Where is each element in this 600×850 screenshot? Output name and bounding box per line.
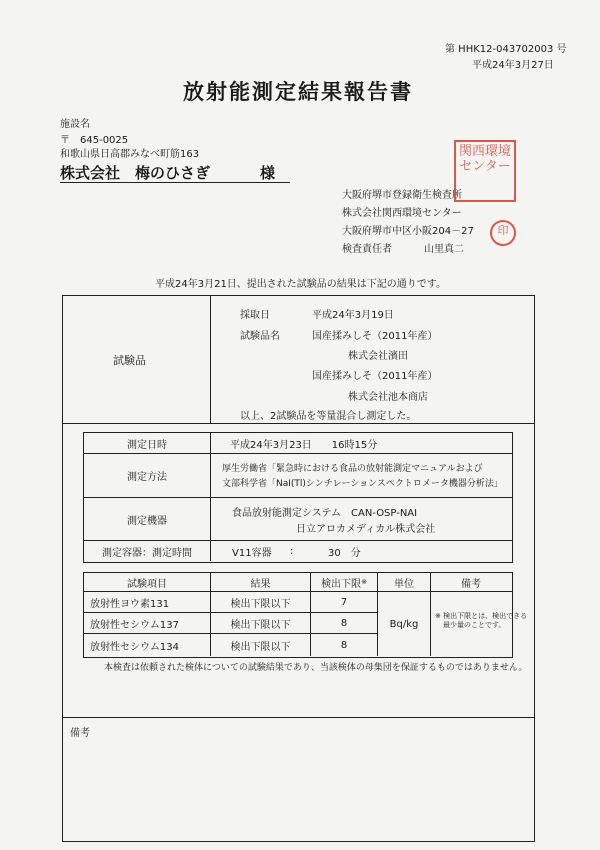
notes-label: 備考: [70, 728, 90, 739]
measurement-device-line1: 食品放射能測定システム CAN-OSP-NAI: [232, 508, 418, 519]
measurement-colon: :: [290, 545, 294, 557]
issuer-company: 株式会社関西環境センター: [342, 208, 462, 219]
measurement-method-label: 測定方法: [127, 472, 167, 483]
result-limit-1: 7: [340, 596, 348, 608]
sample-name-label: 試験品名: [240, 331, 280, 342]
measurement-date-label: 測定日時: [127, 439, 167, 451]
sample-item-2: 国産揉みしそ（2011年産）: [312, 371, 438, 382]
sampling-date: 平成24年3月19日: [312, 310, 394, 321]
results-header-result: 結果: [250, 578, 271, 590]
sample-item-1: 国産揉みしそ（2011年産）: [312, 331, 438, 342]
result-limit-2: 8: [340, 617, 348, 629]
inspector-label: 検査責任者: [342, 244, 392, 255]
company-seal: [454, 140, 516, 202]
inspector-seal-text: 印: [497, 224, 509, 237]
result-value-3: 検出下限以下: [230, 641, 291, 653]
document-title: 放射能測定結果報告書: [183, 80, 413, 104]
recipient-honorific: 様: [260, 164, 276, 182]
result-item-1: 放射性ヨウ素131: [90, 598, 170, 610]
measurement-method-line1: 厚生労働省「緊急時における食品の放射能測定マニュアルおよび: [222, 464, 483, 474]
result-unit: Bq/kg: [389, 618, 419, 630]
notes-top-line: [62, 717, 534, 718]
result-remark-line1: ※ 検出下限とは、検出できる: [435, 612, 528, 620]
intro-text: 平成24年3月21日、提出された試験品の結果は下記の通りです。: [155, 279, 447, 290]
issuer-registration: 大阪府堺市登録衛生検査所: [342, 190, 462, 201]
recipient-company: 株式会社 梅のひさぎ: [60, 164, 211, 182]
issuer-address: 大阪府堺市中区小阪204－27: [342, 226, 474, 237]
main-frame: [62, 295, 535, 842]
results-header-unit: 単位: [394, 578, 414, 590]
company-seal-text: 関西環境センター: [458, 144, 511, 174]
results-header-limit: [311, 573, 377, 591]
result-item-2: 放射性セシウム137: [90, 619, 179, 631]
measurement-date-value: 平成24年3月23日 16時15分: [230, 439, 378, 451]
inspector-seal: [490, 220, 516, 246]
sample-maker-1: 株式会社濱田: [348, 351, 408, 362]
result-value-2: 検出下限以下: [230, 619, 291, 631]
result-item-3: 放射性セシウム134: [90, 641, 179, 653]
document-date: 平成24年3月27日: [472, 60, 554, 71]
recipient-name-line: [60, 160, 290, 183]
postal-code: 〒 645-0025: [60, 135, 129, 146]
recipient-address: 和歌山県日高郡みなべ町筋163: [60, 149, 200, 160]
measurement-method-line2: 文部科学省「NaI(Tl)シンチレーションスペクトロメータ機器分析法」: [222, 479, 503, 489]
measurement-container-value: V11容器: [232, 547, 272, 559]
sampling-date-label: 採取日: [240, 310, 270, 321]
measurement-container-label: 測定容器：測定時間: [102, 547, 192, 559]
inspector-name: 山里真二: [424, 244, 464, 255]
measurement-device-label: 測定機器: [127, 515, 167, 527]
results-header-limit-mark: ※: [361, 578, 367, 586]
results-header-remark: 備考: [461, 578, 481, 590]
results-header-limit-text: 検出下限: [321, 578, 362, 590]
results-header-item: 試験項目: [127, 578, 167, 590]
result-remark-line2: 最少量のことです。: [443, 621, 506, 629]
sample-note: 以上、2試験品を等量混合し測定した。: [240, 411, 417, 422]
result-limit-3: 8: [340, 639, 348, 651]
disclaimer-text: 本検査は依頼された検体についての試験結果であり、当該検体の母集団を保証するものではありません。: [104, 663, 528, 673]
measurement-time-value: 30 分: [328, 547, 361, 559]
document-number: 第 HHK12-043702003 号: [445, 44, 567, 55]
sample-label: 試験品: [113, 354, 146, 367]
measurement-device-line2: 日立アロカメディカル株式会社: [296, 524, 436, 535]
result-value-1: 検出下限以下: [230, 598, 291, 610]
sample-maker-2: 株式会社池本商店: [348, 392, 428, 403]
facility-label: 施設名: [60, 119, 90, 130]
sample-bottom-line: [62, 423, 534, 424]
sample-divider: [210, 295, 211, 423]
